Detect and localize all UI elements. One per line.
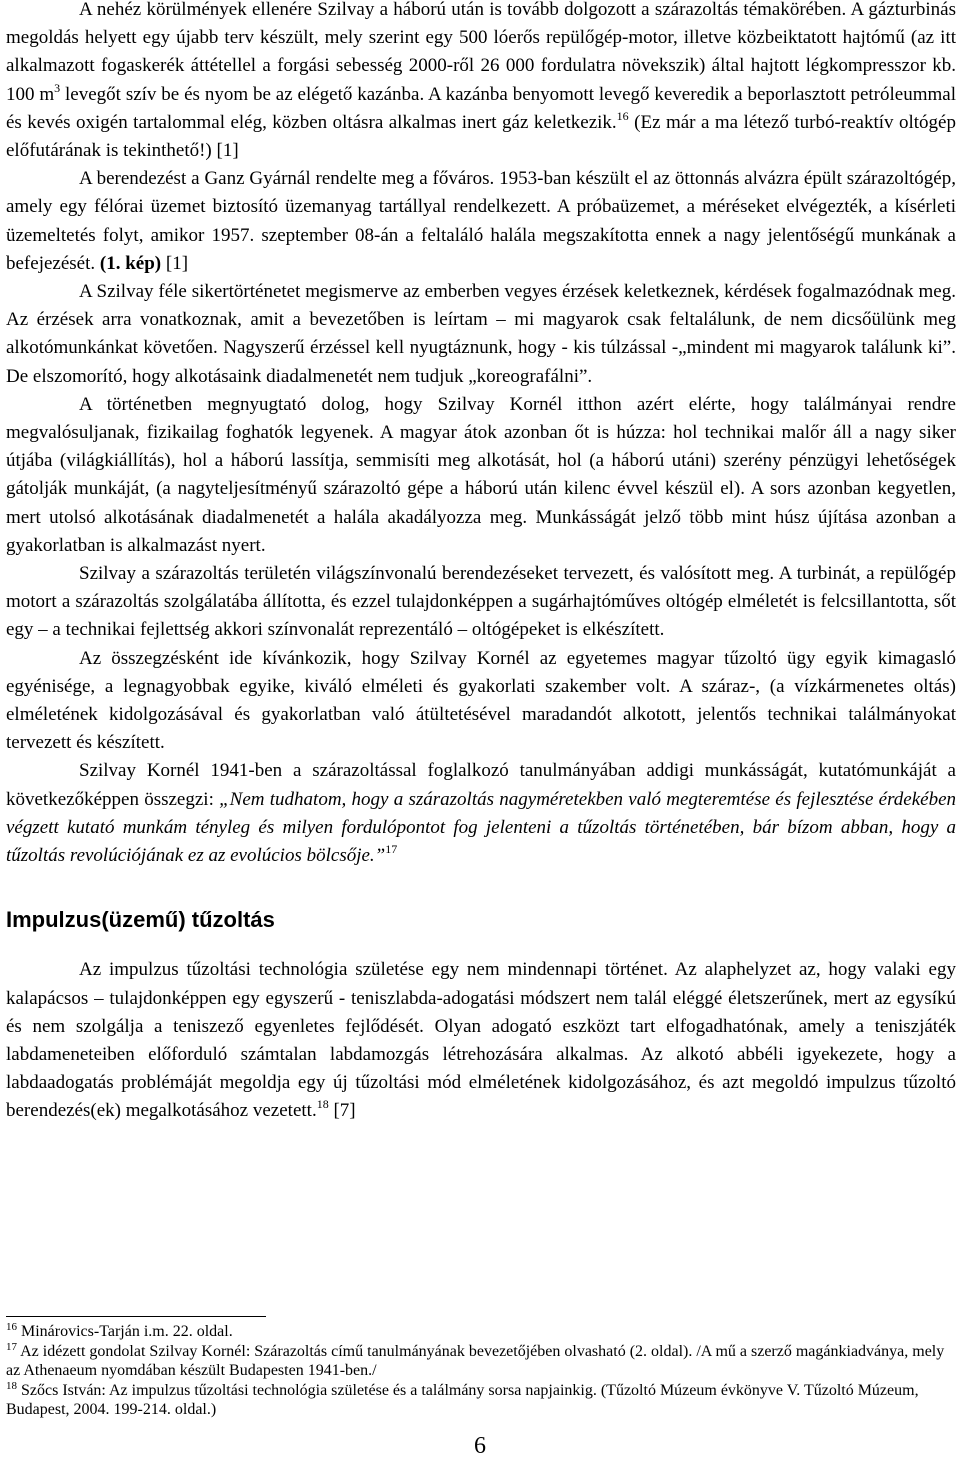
- page-number: 6: [474, 1433, 486, 1459]
- figure-ref: (1. kép): [95, 252, 162, 274]
- paragraph: [6, 0, 956, 165]
- footnote-number: 17: [6, 1340, 17, 1353]
- footnotes: [6, 1322, 956, 1420]
- paragraph: [6, 956, 956, 1125]
- footnote-text: Szőcs István: Az impulzus tűzoltási technológia születése és a találmány sorsa napjainkig. (Tűzoltó Múzeum évkönyve V. Tűzoltó Múzeum, Budapest, 2004. 199-214. oldal.): [6, 1381, 919, 1419]
- footnote-ref: 16: [616, 108, 629, 123]
- paragraph-text: levegőt szív be és nyom be az elégető kazánba. A kazánba benyomott levegő keveredik a beporlasztott petróleummal és kevés oxigén tartalommal elég, közben oltásra alkalmas inert gáz keletkezik.: [6, 83, 956, 133]
- paragraph-text: [7]: [328, 1100, 356, 1122]
- paragraph-text: A nehéz körülmények ellenére Szilvay a háború után is tovább dolgozott a szárazoltás témakörében. A gázturbinás megoldás helyett egy újabb terv készült, mely szerint egy 500 lóerős repülőgép-motor, illetve közbeiktatott hajtómű (az itt alkalmazott fogaskerék áttétellel a forgási sebesség 2000-ről 26 000 fordulatra növekszik) által hajtott légkompresszor kb. 100 m: [6, 0, 956, 105]
- footnote-ref: 18: [316, 1097, 329, 1112]
- paragraph-text: A berendezést a Ganz Gyárnál rendelte meg a főváros. 1953-ban készült el az öttonnás alvázra épült szárazoltógép, amely egy félórai üzemet biztosító üzemanyag tartállyal rendelkezett. A próbaüzemet, a méréseket elvégezték, a kísérleti üzemeltetés folyt, amikor 1957. szeptember 08-án a feltaláló halála megszakította ennek a nagy jelentőségű munkának a befejezését.: [6, 168, 956, 274]
- paragraph: A Szilvay féle sikertörténetet megismerve az emberben vegyes érzések keletkeznek, kérdések fogalmazódnak meg. Az érzések arra vonatkoznak, amit a bevezetőben is leírtam – mi magyarok csak feltalálunk, de nem dicsőülünk meg alkotómunkánkat követően. Nagyszerű érzéssel kell nyugtáznunk, hogy - kis túlzással -„mindent mi magyarok találunk ki”. De elszomorító, hogy alkotásaink diadalmenetét nem tudjuk „koreografálni”.: [6, 281, 956, 387]
- footnote: [6, 1381, 956, 1420]
- paragraph: A történetben megnyugtató dolog, hogy Szilvay Kornél itthon azért elérte, hogy találmányai rendre megvalósuljanak, fizikailag foghatók legyenek. A magyar átok azonban őt is húzza: hol technikai malőr áll a nagy siker útjába (világkiállítás), hol a háború lassítja, semmisíti meg alkotását, hol (a háború utáni) szerény pénzügyi lehetőségek gátolják munkáját, (a nagyteljesítményű szárazoltó gépe a háború után kilenc évvel készül el). A sors azonban kegyetlen, mert utolsó alkotásának diadalmenetét a halála akadályozza meg. Munkásságát jelző több mint húsz újítása azonban a gyakorlatban is alkalmazást nyert.: [6, 393, 956, 556]
- footnote-separator: [6, 1316, 266, 1317]
- body-text: [6, 0, 956, 1126]
- paragraph: Szilvay a szárazoltás területén világszínvonalú berendezéseket tervezett, és valósított meg. A turbinát, a repülőgép motort a szárazoltás szolgálatába állította, és ezzel tulajdonképpen a sugárhajtóműves oltógép elméletét is felcsillantotta, sőt egy – a technikai fejlettség akkori színvonalát reprezentáló – oltógépeket is elkészített.: [6, 563, 956, 641]
- paragraph-text: Az impulzus tűzoltási technológia születése egy nem mindennapi történet. Az alaphelyzet az, hogy valaki egy kalapácsos – tulajdonképpen egy egyszerű - teniszlabda-adogatási módszert nem talál eléggé életszerűnek, mert az egysíkú és nem szolgálja a teniszező egyenletes fejlődését. Olyan adogató eszközt tart elfogadhatónak, amely a teniszjáték labdameneteiben előforduló számtalan labdamozgás létrehozására alkalmas. Az alkotó abbéli igyekezete, hogy a labdaadogatás problémáját megoldja egy új tűzoltási mód elméletének kidolgozásához, és azt megoldó impulzus tűzoltó berendezés(ek) megalkotásához vezetett.: [6, 959, 956, 1122]
- paragraph: [6, 165, 956, 278]
- paragraph-text: Szilvay Kornél 1941-ben a szárazoltással foglalkozó tanulmányában addigi munkásságát, kutatómunkáját a következőképpen összegzi:: [6, 760, 956, 810]
- footnote: [6, 1322, 956, 1342]
- footnote-text: Az idézett gondolat Szilvay Kornél: Szárazoltás című tanulmányának bevezetőjében olvasható (2. oldal). /A mű a szerző magánkiadványa, mely az Athenaeum nyomdában készült Budapesten 1941-ben./: [6, 1342, 945, 1380]
- section-heading: Impulzus(üzemű) tűzoltás: [6, 907, 275, 933]
- footnote-ref: 17: [385, 842, 398, 857]
- footnote: [6, 1342, 956, 1381]
- paragraph: [6, 757, 956, 870]
- superscript: 3: [54, 80, 61, 95]
- footnote-number: 18: [6, 1379, 17, 1392]
- quote: „Nem tudhatom, hogy a szárazoltás nagyméretekben való megteremtése és fejlesztése érdekében végzett kutató munkám tényleg és milyen fordulópontot fog jelenteni a tűzoltás történetében, bár bízom abban, hogy a tűzoltás revolúciójának ez az evolúcios bölcsője.”: [6, 788, 957, 867]
- paragraph-text: [1]: [161, 252, 189, 274]
- paragraph: Az összegzésként ide kívánkozik, hogy Szilvay Kornél az egyetemes magyar tűzoltó ügy egyik kimagasló egyénisége, a legnagyobbak egyike, kiváló elméleti és gyakorlati szakember volt. A száraz-, (a vízkármenetes oltás) elméletének kidolgozásával és gyakorlatban való átültetésével maradandót alkotott, jelentős technikai találmányokat tervezett és készített.: [6, 647, 956, 754]
- footnote-number: 16: [6, 1321, 17, 1333]
- paragraph-text: (Ez már a ma létező turbó-reaktív oltógép előfutárának is tekinthető!) [1]: [6, 111, 956, 162]
- footnote-text: Minárovics-Tarján i.m. 22. oldal.: [21, 1323, 233, 1340]
